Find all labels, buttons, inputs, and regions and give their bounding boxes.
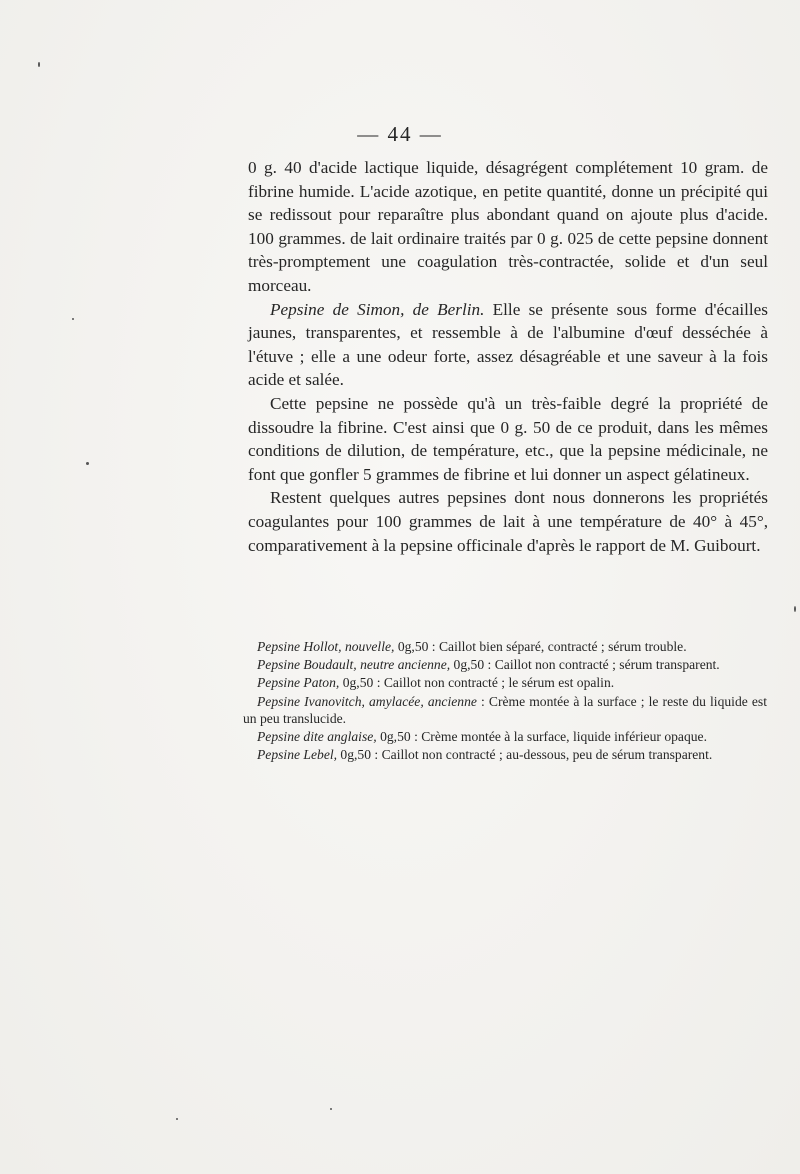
page-number: — 44 — (357, 122, 443, 146)
paragraph-4 (248, 486, 768, 557)
note-lead: Pepsine Boudault, neutre ancienne, (257, 657, 451, 673)
note-text: 0g,50 : Caillot non contracté ; au-dessous, peu de sérum transparent. (337, 747, 713, 763)
paper-speck (72, 318, 74, 320)
note-text: 0g,50 : Crème montée à la surface, liquide inférieur opaque. (376, 729, 707, 745)
note-boudault (243, 656, 767, 673)
note-text: 0g,50 : Caillot bien séparé, contracté ; sérum trouble. (394, 639, 687, 654)
paper-speck (176, 1118, 178, 1120)
paragraph-2 (248, 298, 768, 392)
note-ivanovitch (243, 693, 767, 727)
note-anglaise (243, 728, 767, 745)
note-lebel (243, 746, 767, 763)
note-text: 0g,50 : Caillot non contracté ; le sérum est opalin. (339, 675, 615, 691)
paragraph-1-text: 0 g. 40 d'acide lactique liquide, désagrégent complétement 10 gram. de fibrine humide. L'acide azotique, en petite quantité, donne un précipité qui se redissout pour reparaître plus abondant quand on ajoute plus d'acide. 100 grammes. de lait ordinaire traités par 0 g. 025 de cette pepsine donnent très-promptement une coagulation très-contractée, solide et d'un seul morceau. (248, 158, 768, 295)
note-text: 0g,50 : Caillot non contracté ; sérum transparent. (450, 657, 720, 673)
paragraph-3 (248, 392, 768, 486)
paragraph-3-text: Cette pepsine ne possède qu'à un très-faible degré la propriété de dissoudre la fibrine. C'est ainsi que 0 g. 50 de ce produit, dans les mêmes conditions de dilution, de température, etc., que la pepsine médicinale, ne font que gonfler 5 grammes de fibrine et lui donner un aspect gélatineux. (248, 393, 768, 484)
pepsine-notes (243, 638, 767, 764)
body-text (248, 156, 768, 557)
note-lead: Pepsine Lebel, (257, 747, 338, 763)
note-text: : Crème montée à la surface ; le reste du liquide est un peu translucide. (243, 693, 767, 726)
note-lead: Pepsine Hollot, nouvelle, (257, 639, 395, 654)
paragraph-2-text: Elle se présente sous forme d'écailles jaunes, transparentes, et ressemble à de l'albumine d'œuf desséchée à l'étuve ; elle a une odeur forte, assez désagréable et une saveur à la fois acide et salée. (248, 299, 768, 390)
note-lead: Pepsine dite anglaise, (257, 729, 377, 745)
note-lead: Pepsine Paton, (257, 675, 340, 691)
note-hollot (243, 638, 767, 655)
note-paton (243, 674, 767, 691)
paragraph-4-text: Restent quelques autres pepsines dont nous donnerons les propriétés coagulantes pour 100 grammes de lait à une température de 40° à 45°, comparativement à la pepsine officinale d'après le rapport de M. Guibourt. (248, 488, 768, 555)
paper-speck (794, 606, 796, 612)
paragraph-2-lead: Pepsine de Simon, de Berlin. (270, 299, 485, 319)
paper-speck (330, 1108, 332, 1110)
paragraph-1 (248, 156, 768, 298)
note-lead: Pepsine Ivanovitch, amylacée, ancienne (257, 693, 477, 709)
paper-speck (38, 62, 40, 67)
paper-speck (86, 462, 89, 465)
